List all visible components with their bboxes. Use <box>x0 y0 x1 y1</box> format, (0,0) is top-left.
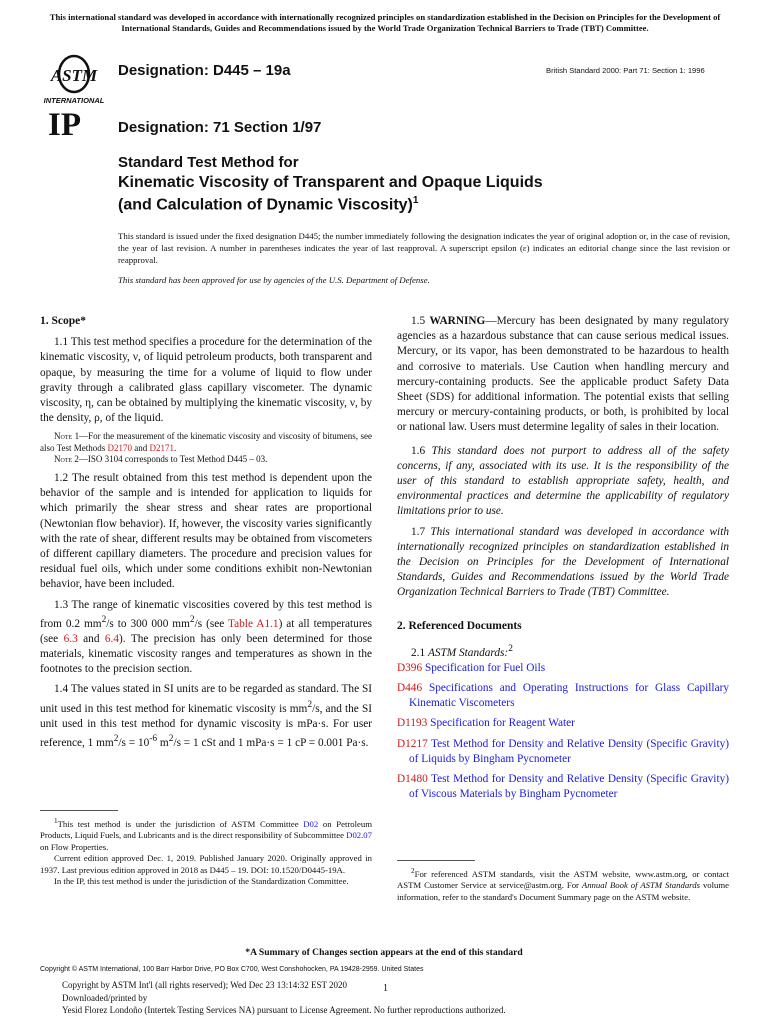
page-number: 1 <box>383 983 388 994</box>
footnote-2-b: volume information, refer to the standard's Document Summary page on the ASTM website. <box>397 880 729 902</box>
section-2-heading: 2. Referenced Documents <box>397 619 522 632</box>
ref-d446-code[interactable]: D446 <box>397 682 423 695</box>
footnote-2-mark: 2 <box>411 867 415 875</box>
p14-sup-2: 2 <box>113 733 119 744</box>
footnote-1-a: This test method is under the jurisdiction of ASTM Committee <box>57 818 304 829</box>
standardization-notice: This international standard was developed in accordance with internationally recognized principles on standardization established in the Decision on Principles for the Development of International Standards, Guides and Recommendations issued by the World Trade Organization Technical Barriers to Trade (TBT) Committee. <box>49 12 721 33</box>
download-notice <box>62 979 506 1017</box>
summary-of-changes-note: *A Summary of Changes section appears at the end of this standard <box>245 947 523 958</box>
p21-num: 2.1 <box>411 646 428 659</box>
ref-d1480-title[interactable]: Test Method for Density and Relative Density (Specific Gravity) of Viscous Materials by Bingham Pycnometer <box>409 773 729 801</box>
ref-d396-code[interactable]: D396 <box>397 661 423 674</box>
title-line-2: Kinematic Viscosity of Transparent and Opaque Liquids <box>118 174 543 191</box>
p14-c: /s = 10 <box>118 736 150 749</box>
ref-d1193[interactable] <box>397 716 729 731</box>
title-footnote-mark: 1 <box>412 195 419 206</box>
annual-book-title: Annual Book of ASTM Standards <box>581 880 700 891</box>
footnote-1-b: on Petroleum Products, Liquid Fuels, and Lubricants and is the direct responsibility of Subcommittee <box>40 818 372 841</box>
p14-b: /s, and the SI unit used in this test method for dynamic viscosity is mPa·s. For user reference, 1 mm <box>40 702 372 749</box>
title-line-1: Standard Test Method for <box>118 154 299 171</box>
astm-logo-subtext: INTERNATIONAL <box>43 96 105 105</box>
footnote-1-c: on Flow Properties. <box>40 841 109 852</box>
p17-num: 1.7 <box>411 525 431 538</box>
dod-approval-note: This standard has been approved for use by agencies of the U.S. Department of Defense. <box>118 275 430 285</box>
download-line-3: Yesid Florez Londoño (Intertek Testing Services NA) pursuant to License Agreement. No further reproductions authorized. <box>62 1005 506 1015</box>
copyright-line: Copyright © ASTM International, 100 Barr Harbor Drive, PO Box C700, West Conshohocken, PA 19428-2959. United States <box>40 966 424 973</box>
link-committee-d02[interactable]: D02 <box>303 818 319 829</box>
p14-d: m <box>157 736 169 749</box>
note-1-end: . <box>173 442 177 453</box>
link-subcommittee-d02-07[interactable]: D02.07 <box>346 830 372 841</box>
paragraph-1-4 <box>40 682 372 750</box>
footnote-1-ip: In the IP, this test method is under the jurisdiction of the Standardization Committee. <box>54 876 349 887</box>
p15-text: —Mercury has been designated by many regulatory agencies as a hazardous substance that can cause serious medical issues. Mercury, or its vapor, has been demonstrated to be hazardous to health and corrosive to materials. Use Caution when handling mercury and mercury-containing products. See the applicable product Safety Data Sheet (SDS) for additional information. The potential exists that selling mercury or mercury-containing products, or both, is prohibited by local or national law. Users must determine legality of sales in their location. <box>397 315 729 434</box>
p13-c: /s (see <box>194 617 229 630</box>
p17-text: This international standard was developed in accordance with internationally recognized principles on standardization established in the Decision on Principles for the Development of International Standards, Guides and Recommendations issued by the World Trade Organization Technical Barriers to Trade (TBT) Committee. <box>397 525 729 599</box>
p15-num: 1.5 <box>411 315 430 327</box>
astm-designation: Designation: D445 – 19a <box>118 62 291 79</box>
astm-logo <box>40 52 108 106</box>
link-table-a1-1[interactable]: Table A1.1 <box>228 617 279 630</box>
ref-d1217-code[interactable]: D1217 <box>397 737 428 750</box>
p14-a: 1.4 The values stated in SI units are to be regarded as standard. The SI unit used in this test method for kinematic viscosity is mm <box>40 683 372 715</box>
note-1-label: Note 1 <box>54 431 80 442</box>
note-2 <box>40 454 372 466</box>
ip-designation: Designation: 71 Section 1/97 <box>118 119 322 136</box>
p13-f: ). The precision has only been determined for those materials, kinematic viscosity ranges and temperatures as shown in the footnotes to the precision section. <box>40 632 373 676</box>
p13-a: 1.3 The range of kinematic viscosities covered by this test method is from 0.2 mm <box>40 598 372 630</box>
link-6-4[interactable]: 6.4 <box>104 632 120 645</box>
p14-sup-3: 2 <box>168 733 174 744</box>
p13-b: /s to 300 000 mm <box>106 617 190 630</box>
title-line-3 <box>118 195 418 214</box>
section-1-heading: 1. Scope* <box>40 315 86 327</box>
ref-d1193-title[interactable]: Specification for Reagent Water <box>430 717 575 730</box>
ref-d396-title[interactable]: Specification for Fuel Oils <box>424 661 546 674</box>
download-line-2: Downloaded/printed by <box>62 992 148 1003</box>
paragraph-1-3 <box>40 598 372 678</box>
paragraph-1-5 <box>397 314 729 436</box>
footnote-2 <box>397 866 729 903</box>
note-1 <box>40 431 372 454</box>
british-standard-reference: British Standard 2000: Part 71: Section 1: 1996 <box>546 66 705 75</box>
p14-sup-neg6: -6 <box>149 733 158 744</box>
footnote-1-mark: 1 <box>54 817 58 825</box>
paragraph-1-7 <box>397 525 729 601</box>
paragraph-1-2: 1.2 The result obtained from this test method is dependent upon the behavior of the sample and is intended for application to liquids for which primarily the shear stress and shear rates are proportional (Newtonian flow behavior). If, however, the viscosity varies significantly with the rate of shear, different results may be obtained from viscometers of different capillary diameters. The procedure and precision values for residual fuel oils, which under some conditions exhibit non-Newtonian behavior, have been included. <box>40 471 372 591</box>
footnotes-left <box>40 816 372 888</box>
p13-d: ) at all temperatures (see <box>40 617 372 645</box>
ref-d1217[interactable] <box>397 737 729 767</box>
footnote-rule-right <box>397 860 475 861</box>
ref-d446[interactable] <box>397 681 729 711</box>
note-2-text: —ISO 3104 corresponds to Test Method D445 – 03. <box>78 454 268 465</box>
right-column <box>397 314 729 807</box>
p14-e: /s = 1 cSt and 1 mPa·s = 1 cP = 0.001 Pa·s. <box>173 736 369 749</box>
download-line-1: Copyright by ASTM Int'l (all rights reserved); Wed Dec 23 13:14:32 EST 2020 <box>62 980 348 990</box>
footnote-1-edition: Current edition approved Dec. 1, 2019. Published January 2020. Originally approved in 1937. Last previous edition approved in 2018 as D445 – 19. DOI: 10.1520/D0445-19A. <box>40 853 372 875</box>
ip-logo: IP <box>48 107 81 143</box>
p21-sup: 2 <box>508 643 513 654</box>
ref-d396[interactable] <box>397 661 729 676</box>
p13-sup-1: 2 <box>101 614 107 625</box>
ref-d1480-code[interactable]: D1480 <box>397 773 428 786</box>
preamble: This standard is issued under the fixed designation D445; the number immediately following the designation indicates the year of original adoption or, in the case of revision, the year of last revision. A number in parentheses indicates the year of last reapproval. A superscript epsilon (ε) indicates an editorial change since the last revision or reapproval. <box>118 231 730 265</box>
astm-standards-label: ASTM Standards: <box>427 646 509 659</box>
note-1-and: and <box>131 442 150 453</box>
p16-num: 1.6 <box>411 444 432 457</box>
ref-d446-title[interactable]: Specifications and Operating Instructions for Glass Capillary Kinematic Viscometers <box>409 682 729 710</box>
footnote-rule-left <box>40 810 118 811</box>
paragraph-1-1: 1.1 This test method specifies a procedure for the determination of the kinematic viscosity, ν, of liquid petroleum products, both transparent and opaque, by measuring the time for a volume of liquid to flow under gravity through a calibrated glass capillary viscometer. The dynamic viscosity, η, can be obtained by multiplying the kinematic viscosity, ν, by the density, ρ, of the liquid. <box>40 336 372 425</box>
footnotes-right <box>397 866 729 903</box>
title-line-3-text: (and Calculation of Dynamic Viscosity) <box>118 196 413 214</box>
ref-d1217-title[interactable]: Test Method for Density and Relative Density (Specific Gravity) of Liquids by Bingham Pycnometer <box>409 737 729 765</box>
ref-d1480[interactable] <box>397 772 729 802</box>
footnote-1 <box>40 816 372 853</box>
p13-sup-2: 2 <box>189 614 195 625</box>
left-column <box>40 314 372 756</box>
note-1-text: —For the measurement of the kinematic viscosity and viscosity of bitumens, see also Test Methods <box>40 431 372 453</box>
link-6-3[interactable]: 6.3 <box>63 632 78 645</box>
note-2-label: Note 2 <box>54 454 79 465</box>
link-d2170[interactable]: D2170 <box>107 442 132 453</box>
astm-logo-text: ASTM <box>50 66 98 85</box>
warning-label: WARNING <box>429 315 486 327</box>
paragraph-2-1 <box>397 642 729 661</box>
link-d2171[interactable]: D2171 <box>149 442 174 453</box>
p14-sup-1: 2 <box>307 699 313 710</box>
p13-e: and <box>77 632 105 645</box>
p16-text: This standard does not purport to address all of the safety concerns, if any, associated with its use. It is the responsibility of the user of this standard to establish appropriate safety, health, and environmental practices and determine the applicability of regulatory limitations prior to use. <box>397 444 729 518</box>
paragraph-1-6 <box>397 444 729 520</box>
footnote-2-a: For referenced ASTM standards, visit the ASTM website, www.astm.org, or contact ASTM Customer Service at service@astm.org. For <box>397 868 729 891</box>
ref-d1193-code[interactable]: D1193 <box>397 717 428 730</box>
